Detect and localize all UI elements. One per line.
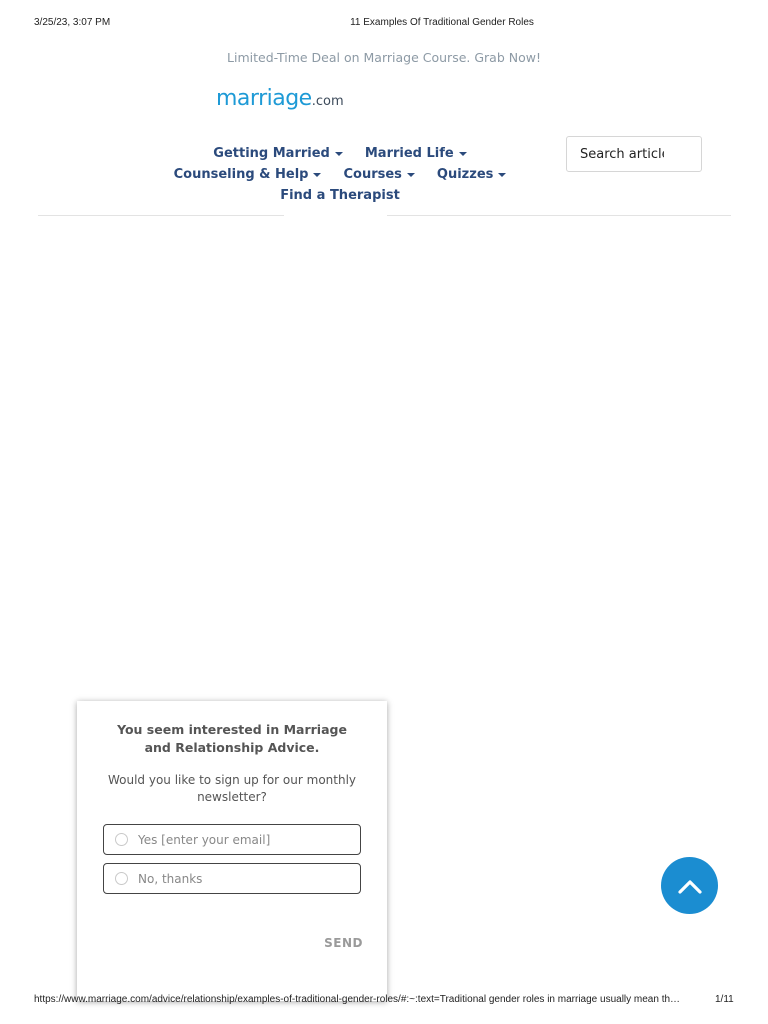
nav-item-married-life[interactable] <box>365 143 467 164</box>
print-footer <box>0 994 768 1008</box>
nav-row-3 <box>0 185 680 206</box>
newsletter-headline: You seem interested in Marriage and Relationship Advice. <box>117 722 347 755</box>
logo-tld: .com <box>311 94 344 109</box>
send-button[interactable]: SEND <box>324 936 363 950</box>
nav-item-label: Courses <box>343 167 402 182</box>
option-yes-label: Yes [enter your email] <box>138 832 271 847</box>
nav-divider-right <box>387 215 731 216</box>
caret-down-icon <box>335 152 343 156</box>
nav-item-find-therapist[interactable] <box>280 185 400 206</box>
print-url: https://www.marriage.com/advice/relationship/examples-of-traditional-gender-roles/#:~:text=Traditional gender roles in marriage usually mean th… <box>34 994 681 1005</box>
nav-item-label: Counseling & Help <box>173 167 309 182</box>
newsletter-popup <box>77 701 387 1001</box>
promo-banner[interactable]: Limited-Time Deal on Marriage Course. Grab Now! <box>227 50 541 65</box>
radio-no[interactable] <box>115 872 128 885</box>
site-logo[interactable] <box>216 86 344 112</box>
print-datetime: 3/25/23, 3:07 PM <box>34 17 111 28</box>
nav-divider-left <box>38 215 284 216</box>
radio-yes[interactable] <box>115 833 128 846</box>
nav-item-label: Married Life <box>364 146 454 161</box>
newsletter-option-yes[interactable] <box>103 824 361 855</box>
print-doc-title: 11 Examples Of Traditional Gender Roles <box>350 17 534 28</box>
caret-down-icon <box>459 152 467 156</box>
print-page-number: 1/11 <box>715 994 734 1005</box>
nav-item-counseling-help[interactable] <box>174 164 322 185</box>
nav-item-getting-married[interactable] <box>213 143 343 164</box>
nav-item-label: Getting Married <box>213 146 330 161</box>
option-no-label: No, thanks <box>138 871 203 886</box>
nav-item-courses[interactable] <box>343 164 414 185</box>
nav-item-quizzes[interactable] <box>437 164 506 185</box>
logo-word: marriage <box>216 86 312 111</box>
caret-down-icon <box>407 173 415 177</box>
nav-item-label: Find a Therapist <box>280 188 400 203</box>
newsletter-question: Would you like to sign up for our monthly newsletter? <box>107 773 357 804</box>
print-header <box>0 17 768 31</box>
nav-item-label: Quizzes <box>436 167 494 182</box>
scroll-to-top-button[interactable] <box>661 857 718 914</box>
caret-down-icon <box>498 173 506 177</box>
caret-down-icon <box>313 173 321 177</box>
search-box <box>566 136 702 172</box>
chevron-up-icon <box>677 878 703 894</box>
newsletter-option-no[interactable] <box>103 863 361 894</box>
search-input[interactable] <box>580 147 664 162</box>
